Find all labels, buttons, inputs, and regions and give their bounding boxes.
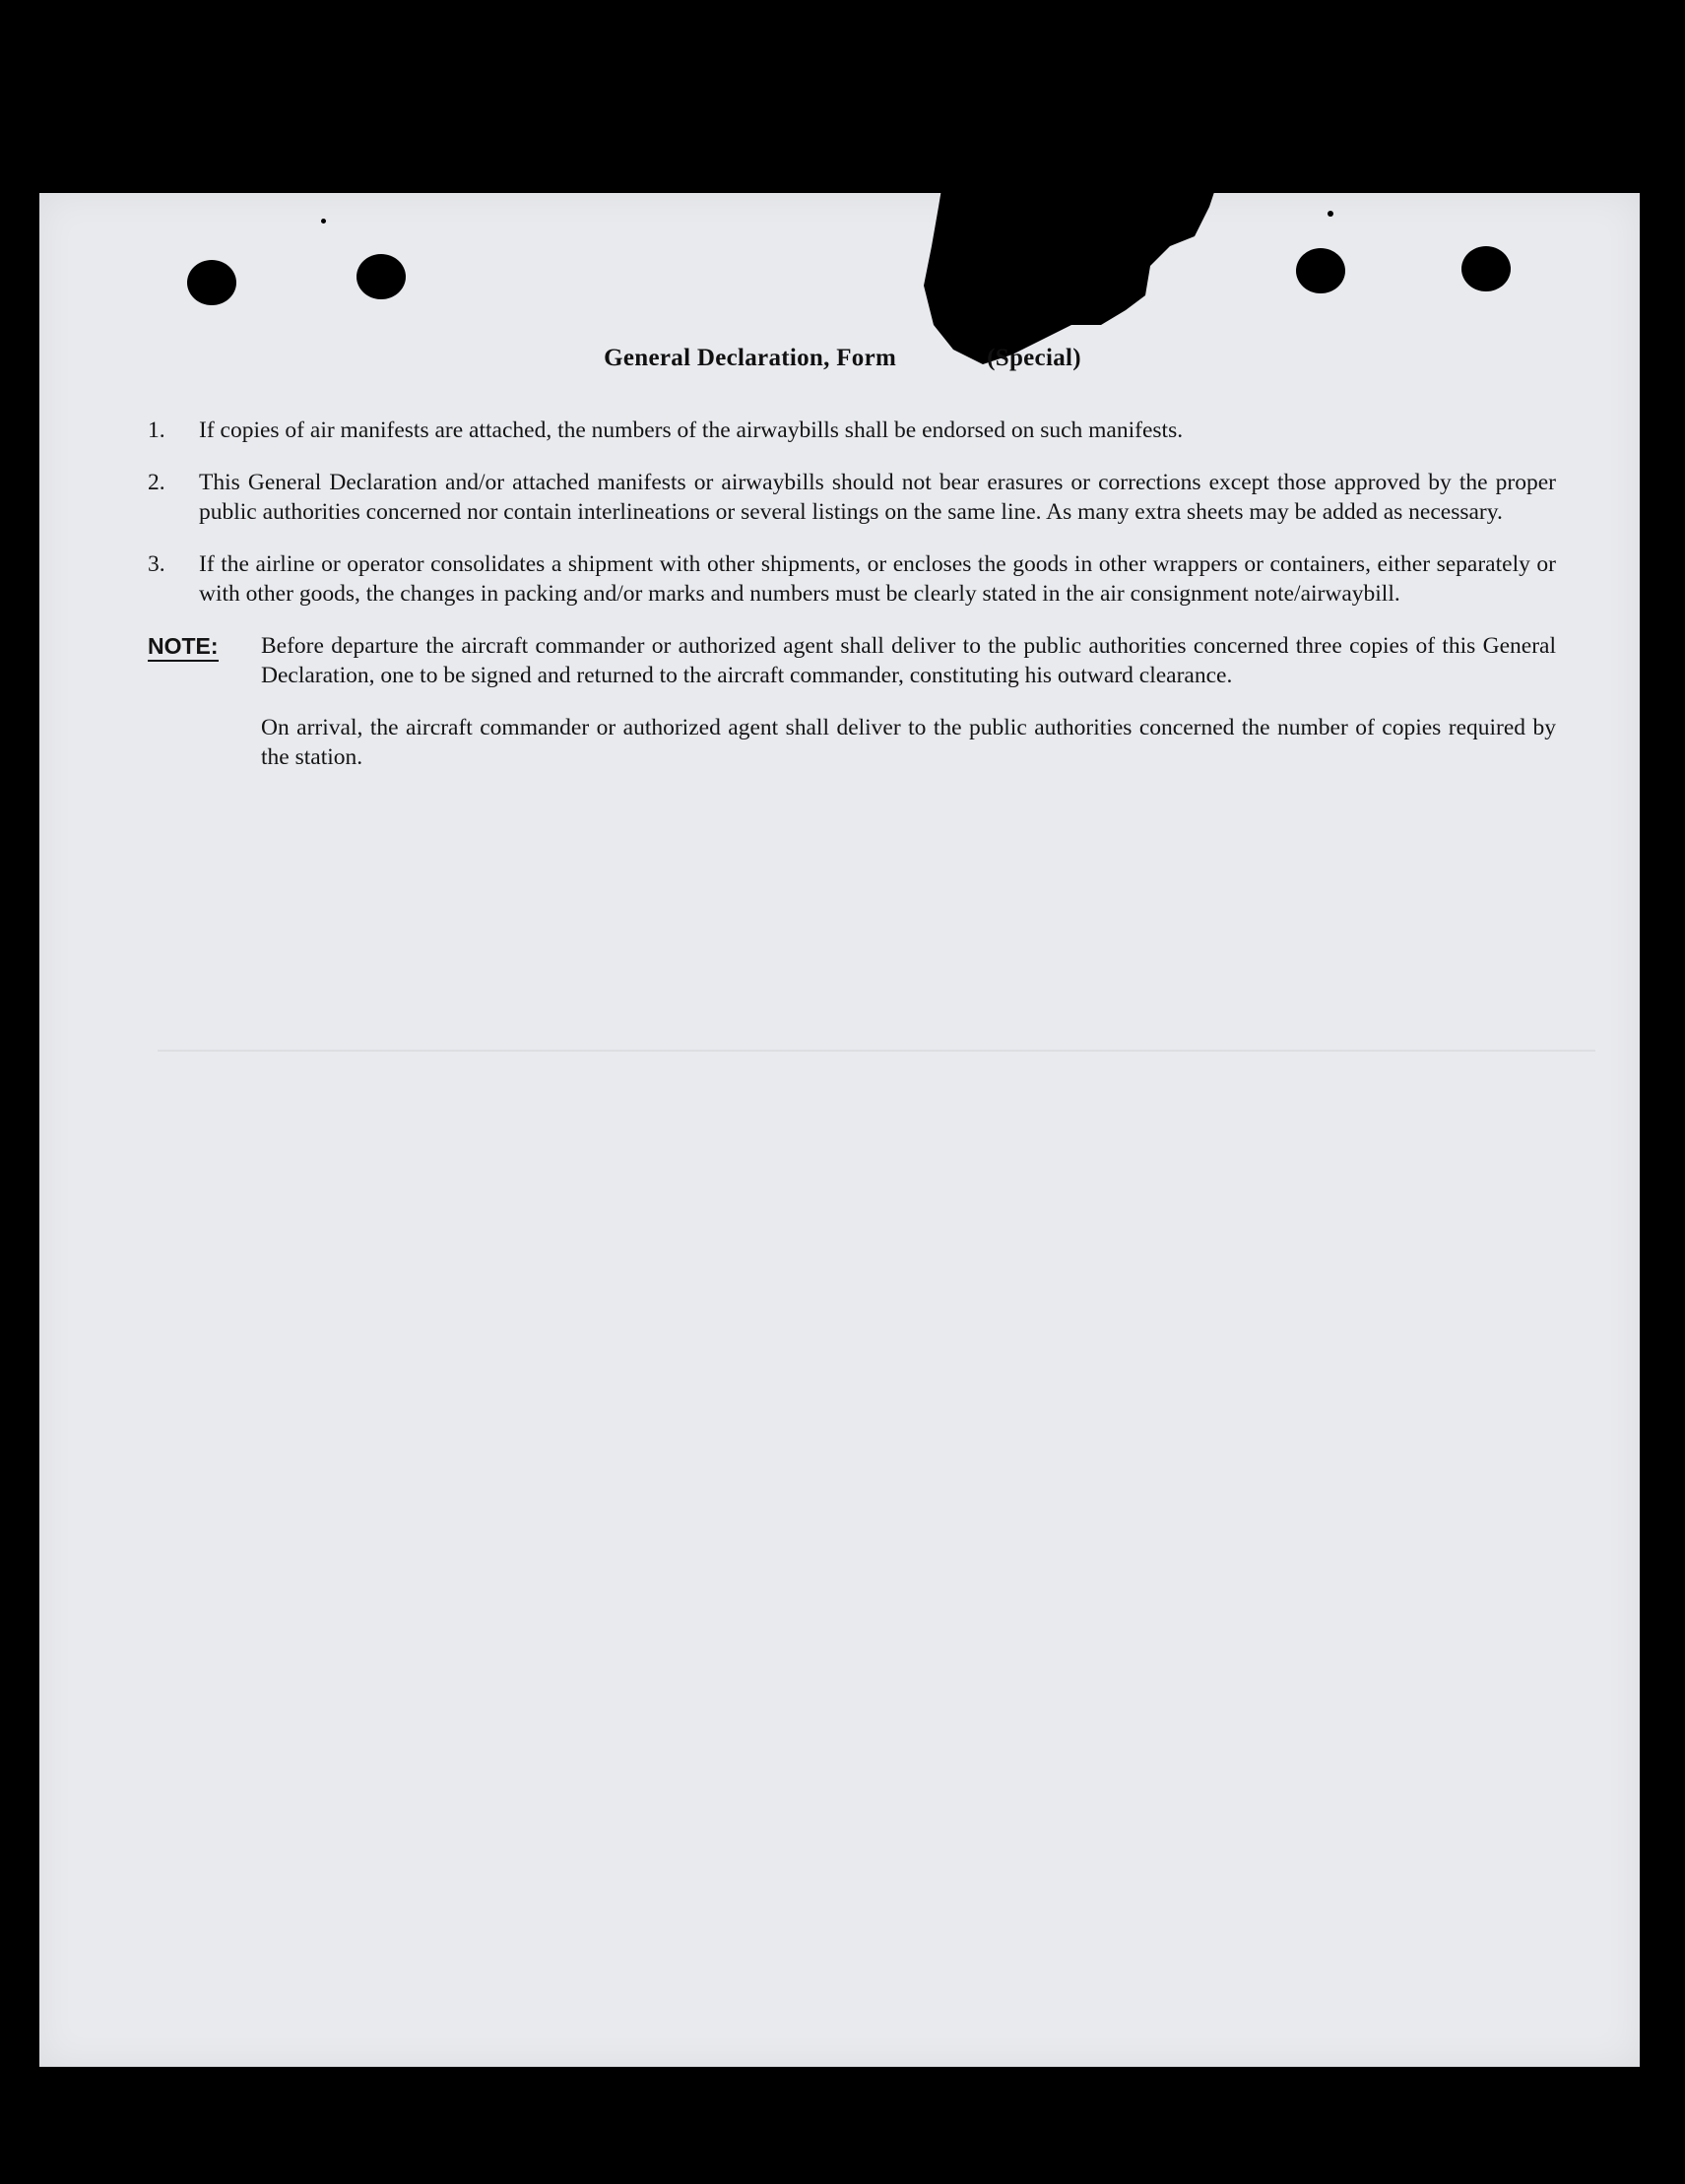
list-item [148, 468, 1556, 527]
title-left: General Declaration, Form [604, 345, 897, 371]
punch-hole [187, 260, 236, 305]
note-body [261, 631, 1556, 795]
punch-hole [356, 254, 406, 299]
instructions [148, 416, 1556, 795]
page-title [0, 345, 1685, 372]
punch-hole [1296, 248, 1345, 293]
punch-hole [1461, 246, 1511, 291]
note-label: NOTE: [148, 631, 261, 795]
title-right: (Special) [987, 345, 1081, 371]
speck [1328, 211, 1333, 217]
speck [780, 6, 794, 9]
item-text: This General Declaration and/or attached manifests or airwaybills should not bear erasures or corrections except those approved by the proper public authorities concerned nor contain interlineations or several listings on the same line. As many extra sheets may be added as necessary. [199, 470, 1556, 525]
list-item [148, 549, 1556, 609]
item-text: If copies of air manifests are attached, the numbers of the airwaybills shall be endorsed on such manifests. [199, 418, 1184, 443]
item-number: 3. [148, 551, 165, 577]
speck [321, 219, 326, 224]
list-item [148, 416, 1556, 445]
note-section [148, 631, 1556, 795]
item-number: 2. [148, 470, 165, 495]
note-paragraph: Before departure the aircraft commander or authorized agent shall deliver to the public authorities concerned three copies of this General Declaration, one to be signed and returned to the aircraft commander, constituting his outward clearance. [261, 633, 1556, 688]
item-number: 1. [148, 418, 165, 443]
item-text: If the airline or operator consolidates a shipment with other shipments, or encloses the goods in other wrappers or containers, either separately or with other goods, the changes in packing and/or marks and numbers must be clearly stated in the air consignment note/airwaybill. [199, 551, 1556, 607]
note-paragraph: On arrival, the aircraft commander or authorized agent shall deliver to the public authorities concerned the number of copies required by the station. [261, 715, 1556, 770]
bleed-through-shadow [158, 1050, 1595, 2184]
speck [778, 122, 788, 126]
